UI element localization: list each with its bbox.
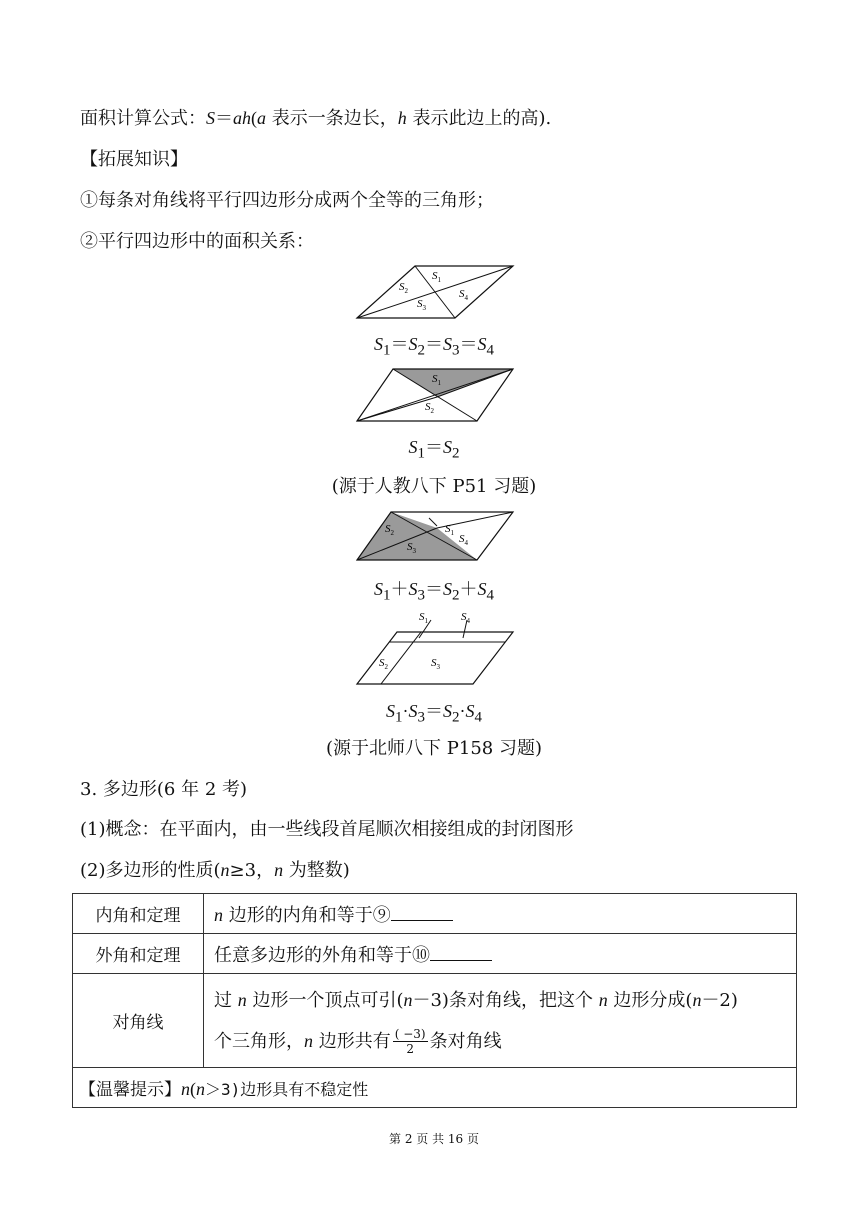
figure-2-parallelogram — [355, 367, 515, 423]
figure-3-parallelogram — [355, 510, 515, 562]
point-2: ②平行四边形中的面积关系： — [80, 231, 314, 252]
diagonal-line-2: 个三角形，n 边形共有 $\frac{( -3)}{2}$ 条对角线 — [214, 1027, 502, 1056]
table-row — [73, 974, 797, 1068]
label-s3: $S_3$ — [431, 657, 440, 671]
label-s2: $S_2$ — [399, 281, 408, 295]
row-content-exterior: 任意多边形的外角和等于⑩ — [204, 934, 797, 974]
formula-a: a — [257, 108, 266, 128]
tip-text: ＞3)边形具有不稳定性 — [205, 1080, 369, 1099]
row-head-exterior: 外角和定理 — [73, 934, 204, 974]
label-s1: $S_1$ — [432, 373, 441, 387]
formula-text-2: 表示此边上的高). — [412, 108, 552, 129]
source-1: (源于人教八下 P51 习题) — [331, 476, 537, 497]
formula-ah: ah — [233, 108, 251, 128]
tip-cell: 【温馨提示】n(n＞3)边形具有不稳定性 — [73, 1068, 797, 1108]
caption-4: $S_1\cdot S_3=S_2\cdot S_4$ — [386, 701, 482, 726]
label-s4: $S_4$ — [459, 533, 468, 547]
row-content-diagonal — [204, 974, 797, 1068]
formula-h: h — [397, 108, 407, 128]
page-footer: 第 2 页 共 16 页 — [389, 1132, 479, 1146]
label-s4: $S_4$ — [461, 611, 470, 625]
caption-2: $S_1=S_2$ — [408, 437, 460, 462]
answer-blank-9[interactable] — [391, 902, 453, 921]
caption-1: $S_1=S_2=S_3=S_4$ — [374, 334, 494, 359]
label-s1: $S_1$ — [445, 523, 454, 537]
table-row — [73, 934, 797, 974]
label-s2: $S_2$ — [425, 401, 434, 415]
caption-3: $S_1+S_3=S_2+S_4$ — [374, 579, 494, 604]
pointer-arrow — [429, 518, 437, 526]
row-content-interior: n 边形的内角和等于⑨ — [204, 894, 797, 934]
label-s2: $S_2$ — [379, 657, 388, 671]
figure-4-parallelogram — [355, 610, 515, 686]
figure-1-parallelogram — [355, 264, 515, 320]
tip-label: 【温馨提示】 — [79, 1080, 181, 1100]
polygon-concept: (1)概念：在平面内，由一些线段首尾顺次相接组成的封闭图形 — [80, 819, 574, 840]
diagonal-fraction: $\frac{( -3)}{2}$ — [394, 1027, 426, 1056]
shaded-region-s1 — [393, 369, 513, 397]
formula-paren: ( — [251, 108, 257, 128]
label-s3: $S_3$ — [407, 541, 416, 555]
table-row — [73, 894, 797, 934]
section-title: 【拓展知识】 — [80, 149, 188, 170]
polygon-heading: 3. 多边形(6 年 2 考) — [80, 779, 248, 800]
table-row — [73, 1068, 797, 1108]
polygon-property: (2)多边形的性质(n≥3，n 为整数) — [80, 860, 350, 881]
label-s2: $S_2$ — [385, 523, 394, 537]
source-2: (源于北师八下 P158 习题) — [326, 738, 542, 759]
grid-line-vertical — [381, 632, 421, 684]
label-s4: $S_4$ — [459, 288, 468, 302]
area-formula-line — [80, 105, 551, 132]
row-head-diagonal: 对角线 — [73, 974, 204, 1068]
label-s1: $S_1$ — [419, 611, 428, 625]
point-1: ①每条对角线将平行四边形分成两个全等的三角形； — [80, 190, 494, 211]
label-s1: $S_1$ — [432, 270, 441, 284]
formula-eq: ＝ — [215, 108, 233, 128]
row-head-interior: 内角和定理 — [73, 894, 204, 934]
diagonal-line-1: 过 n 边形一个顶点可引(n－3)条对角线，把这个 n 边形分成(n－2) — [214, 989, 738, 1011]
formula-text-1: 表示一条边长， — [271, 108, 398, 129]
label-s3: $S_3$ — [417, 298, 426, 312]
formula-prefix: 面积计算公式： — [80, 108, 206, 129]
formula-expression: S — [206, 108, 215, 128]
polygon-properties-table — [72, 893, 797, 1108]
answer-blank-10[interactable] — [430, 942, 492, 961]
